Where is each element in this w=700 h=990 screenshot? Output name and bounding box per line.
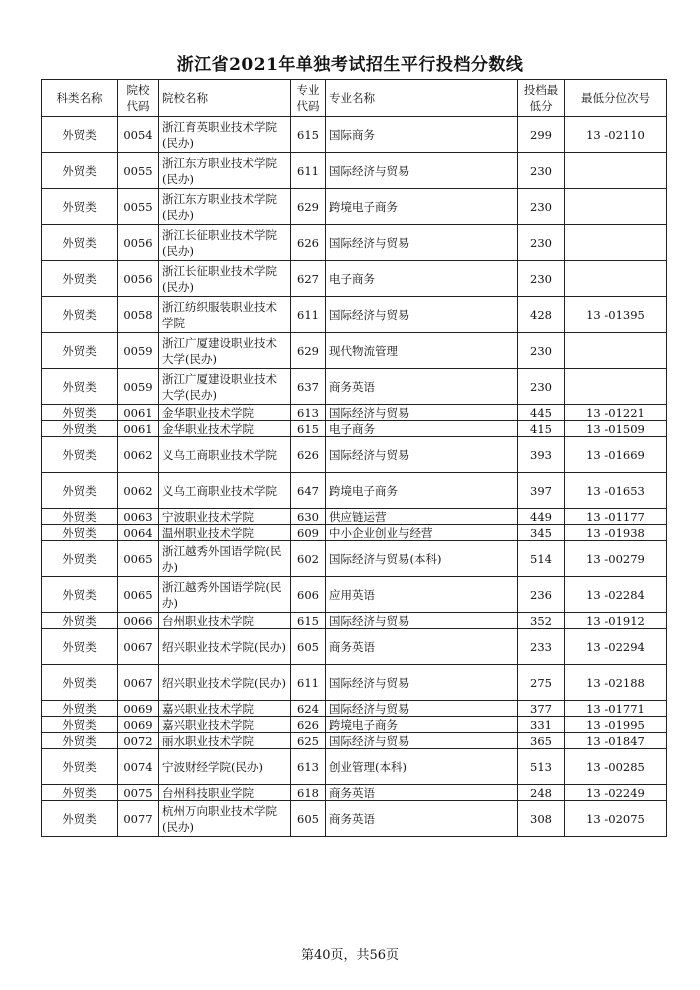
cell-min-rank: 13 -01221 xyxy=(565,405,667,421)
cell-min-score: 428 xyxy=(518,297,565,333)
cell-min-rank: 13 -02188 xyxy=(565,665,667,701)
cell-category: 外贸类 xyxy=(42,421,118,437)
cell-school-name: 浙江长征职业技术学院(民办) xyxy=(159,225,291,261)
cell-major-code: 630 xyxy=(291,509,326,525)
cell-category: 外贸类 xyxy=(42,333,118,369)
table-row xyxy=(42,333,667,369)
cell-category: 外贸类 xyxy=(42,261,118,297)
cell-category: 外贸类 xyxy=(42,629,118,665)
cell-min-rank xyxy=(565,369,667,405)
cell-major-code: 611 xyxy=(291,297,326,333)
cell-major-code: 615 xyxy=(291,117,326,153)
cell-min-score: 393 xyxy=(518,437,565,473)
cell-category: 外贸类 xyxy=(42,189,118,225)
table-row xyxy=(42,297,667,333)
table-row xyxy=(42,261,667,297)
cell-major-code: 626 xyxy=(291,225,326,261)
cell-min-rank: 13 -02110 xyxy=(565,117,667,153)
cell-school-name: 义乌工商职业技术学院 xyxy=(159,473,291,509)
cell-major-name: 电子商务 xyxy=(326,261,518,297)
table-row xyxy=(42,421,667,437)
table-row xyxy=(42,801,667,837)
cell-school-code: 0054 xyxy=(118,117,159,153)
cell-major-name: 现代物流管理 xyxy=(326,333,518,369)
cell-school-code: 0065 xyxy=(118,541,159,577)
table-row xyxy=(42,225,667,261)
table-row xyxy=(42,405,667,421)
cell-school-code: 0055 xyxy=(118,189,159,225)
cell-major-code: 613 xyxy=(291,405,326,421)
cell-major-code: 637 xyxy=(291,369,326,405)
table-row xyxy=(42,577,667,613)
cell-major-code: 647 xyxy=(291,473,326,509)
cell-school-code: 0069 xyxy=(118,717,159,733)
cell-major-code: 626 xyxy=(291,717,326,733)
table-row xyxy=(42,509,667,525)
page-title: 浙江省2021年单独考试招生平行投档分数线 xyxy=(176,55,524,75)
cell-school-name: 丽水职业技术学院 xyxy=(159,733,291,749)
cell-major-name: 国际经济与贸易(本科) xyxy=(326,541,518,577)
cell-category: 外贸类 xyxy=(42,613,118,629)
cell-major-code: 629 xyxy=(291,189,326,225)
cell-min-rank xyxy=(565,153,667,189)
cell-school-code: 0056 xyxy=(118,225,159,261)
cell-major-name: 国际经济与贸易 xyxy=(326,613,518,629)
cell-school-code: 0061 xyxy=(118,405,159,421)
table-header-row xyxy=(42,80,667,117)
cell-min-rank xyxy=(565,261,667,297)
cell-major-code: 615 xyxy=(291,613,326,629)
table-row xyxy=(42,717,667,733)
cell-major-name: 国际经济与贸易 xyxy=(326,405,518,421)
cell-major-name: 国际商务 xyxy=(326,117,518,153)
header-category: 科类名称 xyxy=(42,80,118,117)
table-row xyxy=(42,473,667,509)
cell-category: 外贸类 xyxy=(42,437,118,473)
cell-category: 外贸类 xyxy=(42,749,118,785)
cell-school-name: 浙江育英职业技术学院(民办) xyxy=(159,117,291,153)
cell-school-code: 0062 xyxy=(118,437,159,473)
cell-min-rank: 13 -01771 xyxy=(565,701,667,717)
cell-major-name: 国际经济与贸易 xyxy=(326,701,518,717)
table-row xyxy=(42,437,667,473)
cell-major-name: 商务英语 xyxy=(326,801,518,837)
cell-major-name: 国际经济与贸易 xyxy=(326,437,518,473)
cell-major-code: 602 xyxy=(291,541,326,577)
cell-school-name: 浙江越秀外国语学院(民办) xyxy=(159,541,291,577)
cell-school-name: 台州职业技术学院 xyxy=(159,613,291,629)
cell-major-code: 605 xyxy=(291,801,326,837)
cell-school-code: 0066 xyxy=(118,613,159,629)
cell-category: 外贸类 xyxy=(42,701,118,717)
cell-min-rank: 13 -01395 xyxy=(565,297,667,333)
cell-school-name: 浙江东方职业技术学院(民办) xyxy=(159,153,291,189)
cell-major-name: 国际经济与贸易 xyxy=(326,665,518,701)
cell-major-code: 605 xyxy=(291,629,326,665)
cell-min-rank: 13 -01669 xyxy=(565,437,667,473)
cell-major-code: 609 xyxy=(291,525,326,541)
cell-major-name: 商务英语 xyxy=(326,785,518,801)
cell-major-name: 国际经济与贸易 xyxy=(326,733,518,749)
cell-min-rank xyxy=(565,333,667,369)
cell-min-score: 308 xyxy=(518,801,565,837)
cell-major-name: 跨境电子商务 xyxy=(326,717,518,733)
cell-major-name: 商务英语 xyxy=(326,629,518,665)
cell-major-code: 624 xyxy=(291,701,326,717)
cell-school-code: 0063 xyxy=(118,509,159,525)
header-school-code: 院校代码 xyxy=(118,80,159,117)
cell-min-score: 449 xyxy=(518,509,565,525)
table-row xyxy=(42,117,667,153)
cell-school-name: 台州科技职业学院 xyxy=(159,785,291,801)
cell-min-score: 365 xyxy=(518,733,565,749)
cell-category: 外贸类 xyxy=(42,225,118,261)
cell-min-rank: 13 -00279 xyxy=(565,541,667,577)
cell-school-code: 0067 xyxy=(118,629,159,665)
cell-major-code: 618 xyxy=(291,785,326,801)
cell-major-code: 615 xyxy=(291,421,326,437)
cell-major-code: 626 xyxy=(291,437,326,473)
cell-min-rank: 13 -01509 xyxy=(565,421,667,437)
table-body xyxy=(42,117,667,837)
cell-min-score: 230 xyxy=(518,333,565,369)
cell-min-score: 230 xyxy=(518,189,565,225)
cell-school-code: 0059 xyxy=(118,333,159,369)
cell-category: 外贸类 xyxy=(42,785,118,801)
table-row xyxy=(42,525,667,541)
cell-min-rank xyxy=(565,189,667,225)
cell-school-name: 金华职业技术学院 xyxy=(159,421,291,437)
cell-min-score: 445 xyxy=(518,405,565,421)
header-school-name: 院校名称 xyxy=(159,80,291,117)
header-min-rank: 最低分位次号 xyxy=(565,80,667,117)
cell-major-name: 应用英语 xyxy=(326,577,518,613)
cell-min-score: 514 xyxy=(518,541,565,577)
cell-school-code: 0059 xyxy=(118,369,159,405)
cell-major-code: 606 xyxy=(291,577,326,613)
table-row xyxy=(42,733,667,749)
cell-school-name: 宁波财经学院(民办) xyxy=(159,749,291,785)
table-row xyxy=(42,613,667,629)
cell-school-code: 0072 xyxy=(118,733,159,749)
cell-major-code: 627 xyxy=(291,261,326,297)
cell-major-code: 629 xyxy=(291,333,326,369)
cell-min-score: 248 xyxy=(518,785,565,801)
cell-major-name: 跨境电子商务 xyxy=(326,189,518,225)
cell-category: 外贸类 xyxy=(42,369,118,405)
cell-min-rank: 13 -01847 xyxy=(565,733,667,749)
header-major-code: 专业代码 xyxy=(291,80,326,117)
cell-school-name: 金华职业技术学院 xyxy=(159,405,291,421)
score-table xyxy=(41,79,667,837)
cell-category: 外贸类 xyxy=(42,473,118,509)
cell-school-code: 0077 xyxy=(118,801,159,837)
cell-min-score: 415 xyxy=(518,421,565,437)
cell-min-score: 513 xyxy=(518,749,565,785)
cell-school-code: 0056 xyxy=(118,261,159,297)
cell-category: 外贸类 xyxy=(42,665,118,701)
table-row xyxy=(42,629,667,665)
table-row xyxy=(42,189,667,225)
cell-category: 外贸类 xyxy=(42,525,118,541)
cell-min-rank: 13 -02294 xyxy=(565,629,667,665)
cell-min-score: 331 xyxy=(518,717,565,733)
page-footer: 第40页，共56页 xyxy=(300,948,400,963)
cell-min-score: 230 xyxy=(518,153,565,189)
cell-min-rank: 13 -02075 xyxy=(565,801,667,837)
cell-min-rank: 13 -02249 xyxy=(565,785,667,801)
cell-school-code: 0064 xyxy=(118,525,159,541)
cell-major-code: 611 xyxy=(291,665,326,701)
cell-school-name: 浙江越秀外国语学院(民办) xyxy=(159,577,291,613)
cell-major-name: 中小企业创业与经营 xyxy=(326,525,518,541)
cell-school-name: 嘉兴职业技术学院 xyxy=(159,717,291,733)
cell-min-score: 352 xyxy=(518,613,565,629)
cell-min-rank: 13 -02284 xyxy=(565,577,667,613)
cell-major-name: 创业管理(本科) xyxy=(326,749,518,785)
cell-category: 外贸类 xyxy=(42,153,118,189)
cell-school-code: 0067 xyxy=(118,665,159,701)
cell-school-name: 浙江广厦建设职业技术大学(民办) xyxy=(159,333,291,369)
table-row xyxy=(42,541,667,577)
cell-major-name: 跨境电子商务 xyxy=(326,473,518,509)
cell-category: 外贸类 xyxy=(42,717,118,733)
cell-category: 外贸类 xyxy=(42,297,118,333)
cell-min-score: 377 xyxy=(518,701,565,717)
table-row xyxy=(42,701,667,717)
header-major-name: 专业名称 xyxy=(326,80,518,117)
cell-major-code: 611 xyxy=(291,153,326,189)
cell-school-name: 浙江东方职业技术学院(民办) xyxy=(159,189,291,225)
cell-major-name: 商务英语 xyxy=(326,369,518,405)
cell-school-code: 0058 xyxy=(118,297,159,333)
cell-major-name: 国际经济与贸易 xyxy=(326,153,518,189)
cell-major-name: 国际经济与贸易 xyxy=(326,297,518,333)
cell-school-code: 0062 xyxy=(118,473,159,509)
cell-category: 外贸类 xyxy=(42,117,118,153)
cell-min-rank: 13 -01912 xyxy=(565,613,667,629)
cell-school-name: 绍兴职业技术学院(民办) xyxy=(159,665,291,701)
cell-school-code: 0069 xyxy=(118,701,159,717)
table-row xyxy=(42,785,667,801)
cell-min-score: 230 xyxy=(518,261,565,297)
cell-min-score: 345 xyxy=(518,525,565,541)
cell-min-score: 230 xyxy=(518,369,565,405)
cell-min-rank xyxy=(565,225,667,261)
cell-min-rank: 13 -00285 xyxy=(565,749,667,785)
cell-school-code: 0061 xyxy=(118,421,159,437)
cell-min-rank: 13 -01995 xyxy=(565,717,667,733)
cell-major-name: 供应链运营 xyxy=(326,509,518,525)
cell-school-name: 宁波职业技术学院 xyxy=(159,509,291,525)
cell-major-name: 国际经济与贸易 xyxy=(326,225,518,261)
cell-category: 外贸类 xyxy=(42,801,118,837)
table-row xyxy=(42,665,667,701)
cell-school-name: 义乌工商职业技术学院 xyxy=(159,437,291,473)
cell-school-name: 杭州万向职业技术学院(民办) xyxy=(159,801,291,837)
cell-min-rank: 13 -01653 xyxy=(565,473,667,509)
cell-school-code: 0055 xyxy=(118,153,159,189)
cell-major-code: 625 xyxy=(291,733,326,749)
cell-school-code: 0065 xyxy=(118,577,159,613)
table-row xyxy=(42,153,667,189)
cell-category: 外贸类 xyxy=(42,405,118,421)
cell-school-name: 浙江广厦建设职业技术大学(民办) xyxy=(159,369,291,405)
cell-major-code: 613 xyxy=(291,749,326,785)
cell-min-score: 236 xyxy=(518,577,565,613)
cell-major-name: 电子商务 xyxy=(326,421,518,437)
table-row xyxy=(42,369,667,405)
cell-school-code: 0074 xyxy=(118,749,159,785)
cell-school-name: 绍兴职业技术学院(民办) xyxy=(159,629,291,665)
cell-min-score: 230 xyxy=(518,225,565,261)
cell-min-score: 299 xyxy=(518,117,565,153)
table-row xyxy=(42,749,667,785)
cell-min-score: 397 xyxy=(518,473,565,509)
cell-category: 外贸类 xyxy=(42,733,118,749)
cell-school-name: 温州职业技术学院 xyxy=(159,525,291,541)
cell-school-name: 浙江纺织服装职业技术学院 xyxy=(159,297,291,333)
cell-category: 外贸类 xyxy=(42,577,118,613)
cell-min-score: 233 xyxy=(518,629,565,665)
cell-min-rank: 13 -01938 xyxy=(565,525,667,541)
cell-school-name: 嘉兴职业技术学院 xyxy=(159,701,291,717)
cell-category: 外贸类 xyxy=(42,509,118,525)
cell-min-score: 275 xyxy=(518,665,565,701)
cell-category: 外贸类 xyxy=(42,541,118,577)
cell-school-code: 0075 xyxy=(118,785,159,801)
cell-school-name: 浙江长征职业技术学院(民办) xyxy=(159,261,291,297)
cell-min-rank: 13 -01177 xyxy=(565,509,667,525)
header-min-score: 投档最低分 xyxy=(518,80,565,117)
